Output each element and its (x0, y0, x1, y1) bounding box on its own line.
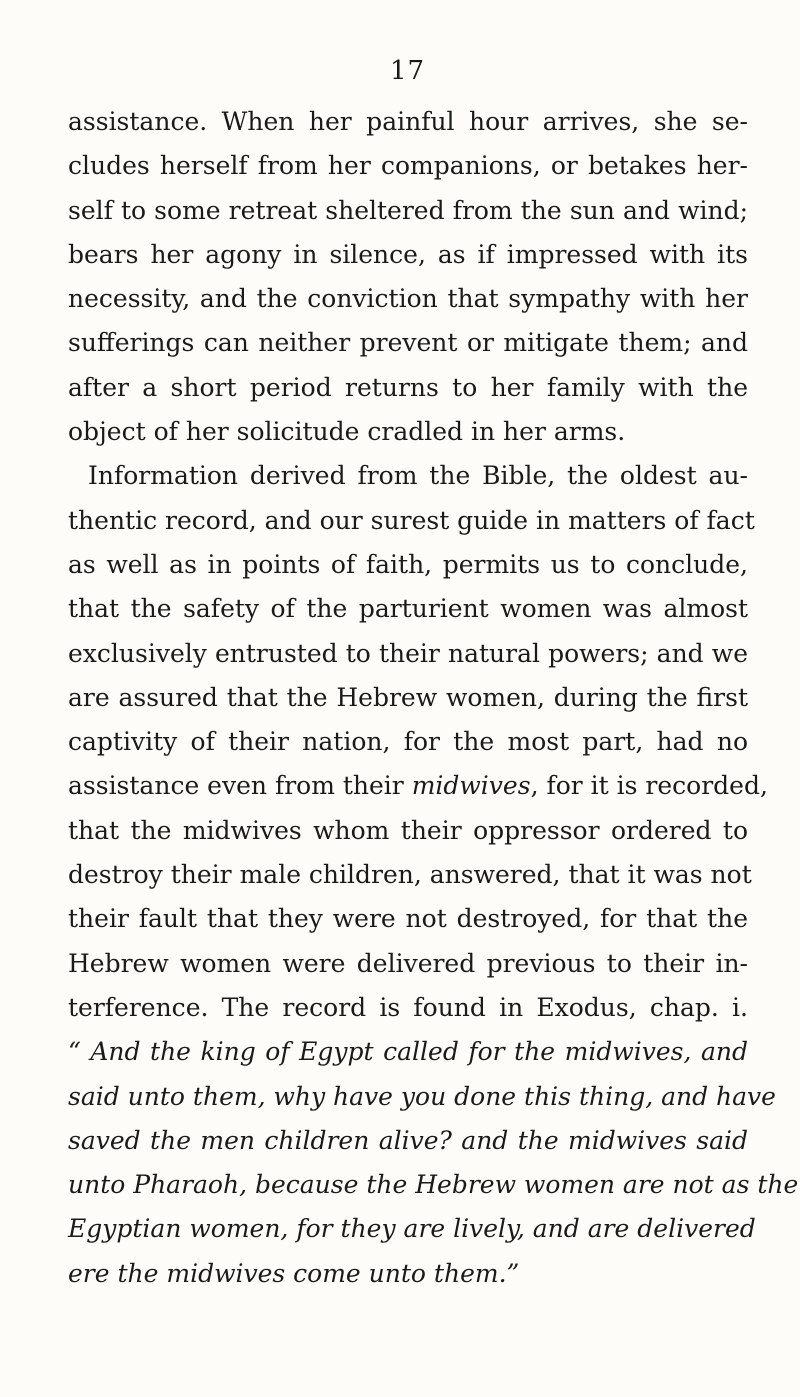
text-line: as well as in points of faith, permits us to conclude, (68, 549, 748, 579)
italic-text: midwives (411, 771, 531, 801)
text-line: are assured that the Hebrew women, during the first (68, 682, 748, 712)
text-line (68, 764, 768, 808)
text-line: thentic record, and our surest guide in matters of fact (68, 505, 755, 535)
text-line: sufferings can neither prevent or mitigate them; and (68, 328, 748, 358)
text-line: saved the men children alive? and the midwives said (68, 1125, 748, 1155)
text-line: after a short period returns to her family with the (68, 372, 748, 402)
text-line: said unto them, why have you done this thing, and have (68, 1081, 776, 1111)
text-line: that the midwives whom their oppressor ordered to (68, 815, 748, 845)
text-line: object of her solicitude cradled in her arms. (68, 417, 626, 447)
text-line: destroy their male children, answered, that it was not (68, 860, 752, 890)
text-line: Egyptian women, for they are lively, and are delivered (68, 1214, 756, 1244)
text-line: their fault that they were not destroyed, for that the (68, 904, 748, 934)
text-line: necessity, and the conviction that sympathy with her (68, 284, 748, 314)
text-line: self to some retreat sheltered from the sun and wind; (68, 195, 748, 225)
text-line: “ And the king of Egypt called for the midwives, and (68, 1037, 748, 1067)
text-segment: , for it is recorded, (530, 771, 768, 801)
text-line: cludes herself from her companions, or betakes her- (68, 151, 748, 181)
text-line: exclusively entrusted to their natural powers; and we (68, 638, 748, 668)
text-line: Hebrew women were delivered previous to their in- (68, 948, 748, 978)
body-text (68, 100, 799, 1296)
text-line: assistance. When her painful hour arrives, she se- (68, 107, 748, 136)
text-line: captivity of their nation, for the most part, had no (68, 727, 748, 757)
text-line: terference. The record is found in Exodus, chap. i. (68, 992, 748, 1022)
text-segment: assistance even from their (68, 771, 412, 801)
text-line: Information derived from the Bible, the oldest au- (88, 461, 748, 491)
text-line: that the safety of the parturient women was almost (68, 594, 748, 624)
text-line: bears her agony in silence, as if impressed with its (68, 239, 748, 269)
text-line: unto Pharaoh, because the Hebrew women are not as the (68, 1170, 799, 1200)
text-line: ere the midwives come unto them.” (68, 1258, 520, 1288)
page-number: 17 (390, 56, 426, 86)
